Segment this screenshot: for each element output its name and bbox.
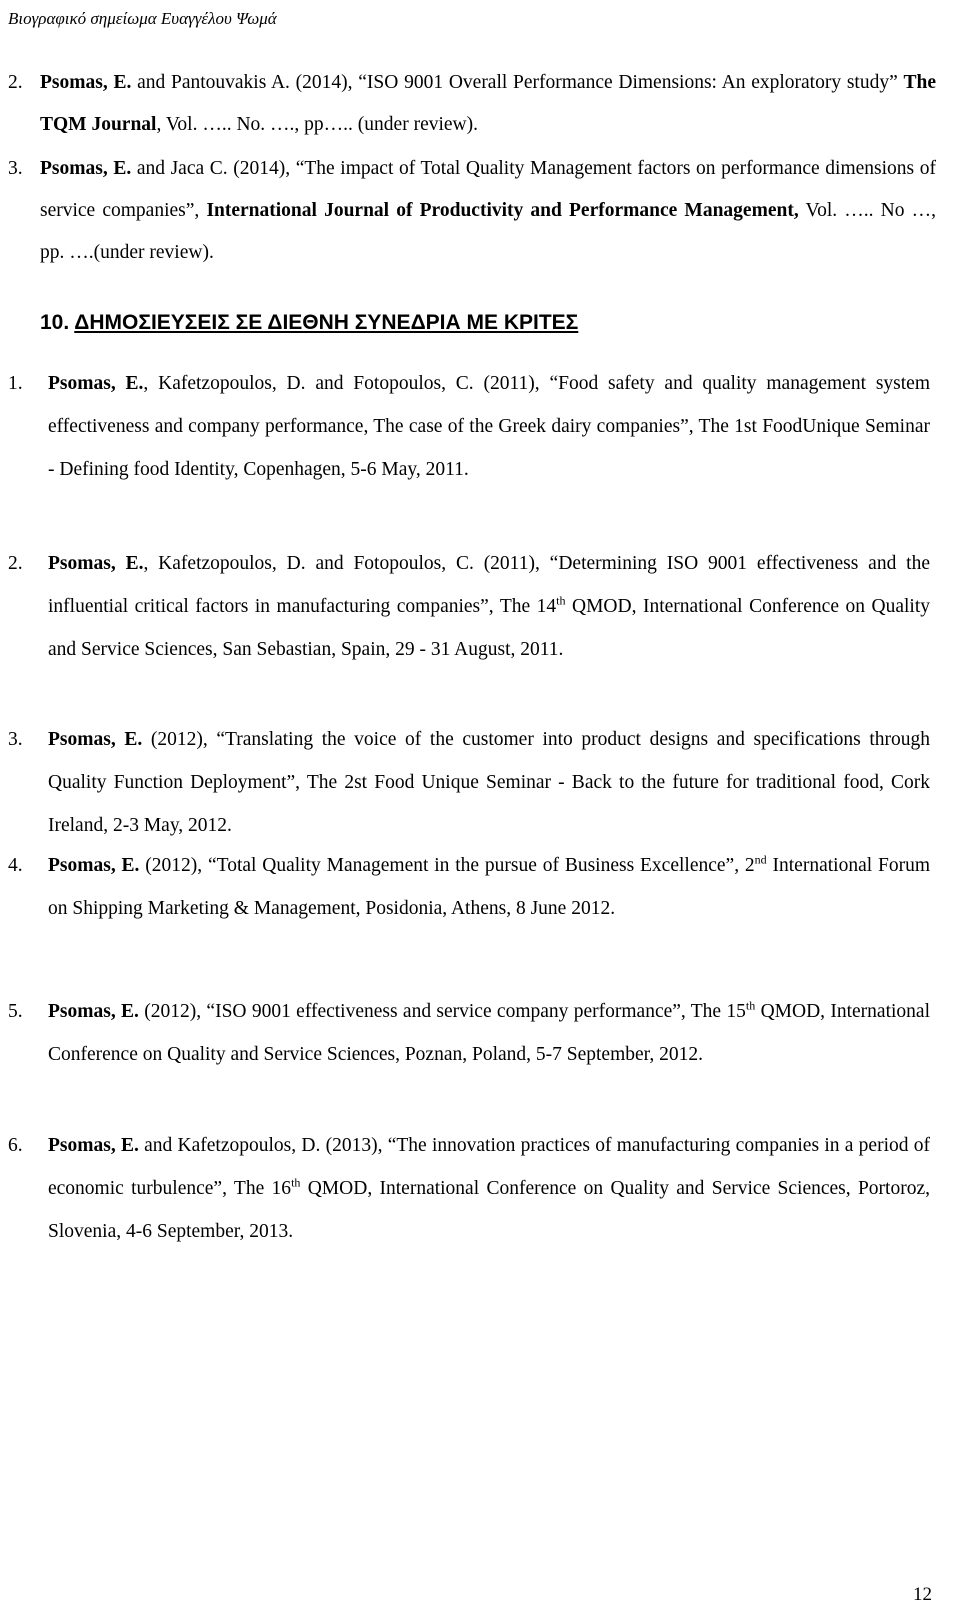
entry-details: , Vol. ….. No. …., pp….. (under review).: [156, 114, 478, 135]
entry-text-continued: QMOD, International Conference on Quality and Service Sciences, Portoroz, Slovenia, 4-6 September, 2013.: [48, 1178, 930, 1242]
page-number: 12: [913, 1584, 932, 1605]
entry-superscript: th: [556, 593, 566, 608]
entry-authors: Psomas, E.: [48, 553, 144, 574]
journal-entry-2: [0, 62, 936, 146]
entry-superscript: nd: [754, 852, 767, 867]
entry-superscript: th: [291, 1175, 301, 1190]
entry-authors: Psomas, E.: [40, 158, 132, 179]
entry-authors: Psomas, E.: [40, 72, 132, 93]
entry-authors: Psomas, E.: [48, 373, 144, 394]
entry-text: , Kafetzopoulos, D. and Fotopoulos, C. (2011), “Food safety and quality management system effectiveness and company performance, The case of the Greek dairy companies”, The 1st FoodUnique Seminar - Defining food Identity, Copenhagen, 5-6 May, 2011.: [48, 373, 931, 480]
entry-text: and Kafetzopoulos, D. (2013), “The innovation practices of manufacturing companies in a period of economic turbulence”, The 16: [48, 1135, 930, 1199]
entry-text-continued: QMOD, International Conference on Quality and Service Sciences, Poznan, Poland, 5-7 September, 2012.: [48, 1001, 930, 1065]
running-header: Βιογραφικό σημείωμα Ευαγγέλου Ψωμά: [8, 9, 277, 28]
entry-text: (2012), “Translating the voice of the customer into product designs and specifications through Quality Function Deployment”, The 2st Food Unique Seminar - Back to the future for traditional food, Cork Ireland, 2-3 May, 2012.: [48, 729, 930, 836]
conference-entry-3: [0, 718, 930, 847]
journal-entry-3: [0, 148, 936, 274]
entry-number: 3.: [8, 158, 23, 179]
entry-details: Vol. ….. No …, pp. ….(under review).: [40, 200, 937, 263]
entry-text: and Jaca C. (2014), “The impact of Total Quality Management factors on performance dimensions of service companies”,: [40, 158, 936, 221]
entry-number: 2.: [8, 553, 23, 574]
entry-text-continued: QMOD, International Conference on Quality and Service Sciences, San Sebastian, Spain, 29 - 31 August, 2011.: [48, 596, 930, 660]
entry-authors: Psomas, E.: [48, 855, 140, 876]
entry-text: (2012), “ISO 9001 effectiveness and service company performance”, The 15: [138, 1001, 746, 1022]
conference-entry-2: [0, 542, 930, 671]
section-number: 10.: [40, 311, 70, 334]
entry-number: 1.: [8, 373, 23, 394]
entry-text: (2012), “Total Quality Management in the pursue of Business Excellence”, 2: [139, 855, 755, 876]
entry-authors: Psomas, E.: [48, 729, 143, 750]
entry-authors: Psomas, E.: [48, 1135, 139, 1156]
conference-entry-4: [0, 844, 930, 930]
section-heading: [40, 308, 578, 338]
entry-number: 6.: [8, 1135, 23, 1156]
entry-number: 2.: [8, 72, 23, 93]
conference-entry-5: [0, 990, 930, 1076]
conference-entry-1: [0, 362, 930, 491]
entry-text-continued: International Forum on Shipping Marketing & Management, Posidonia, Athens, 8 June 2012.: [48, 855, 930, 919]
entry-number: 5.: [8, 1001, 23, 1022]
section-title: ΔΗΜΟΣΙΕΥΣΕΙΣ ΣΕ ΔΙΕΘΝΗ ΣΥΝΕΔΡΙΑ ΜΕ ΚΡΙΤΕΣ: [74, 311, 579, 334]
entry-text: , Kafetzopoulos, D. and Fotopoulos, C. (2011), “Determining ISO 9001 effectiveness and the influential critical factors in manufacturing companies”, The 14: [48, 553, 930, 617]
entry-number: 4.: [8, 855, 23, 876]
entry-text: and Pantouvakis A. (2014), “ISO 9001 Overall Performance Dimensions: An exploratory study”: [131, 72, 904, 93]
entry-authors: Psomas, E.: [48, 1001, 139, 1022]
entry-journal: International Journal of Productivity and Performance Management,: [206, 200, 799, 221]
entry-superscript: th: [745, 998, 756, 1013]
entry-journal: The TQM Journal: [40, 72, 937, 135]
conference-entry-6: [0, 1124, 930, 1253]
entry-number: 3.: [8, 729, 23, 750]
